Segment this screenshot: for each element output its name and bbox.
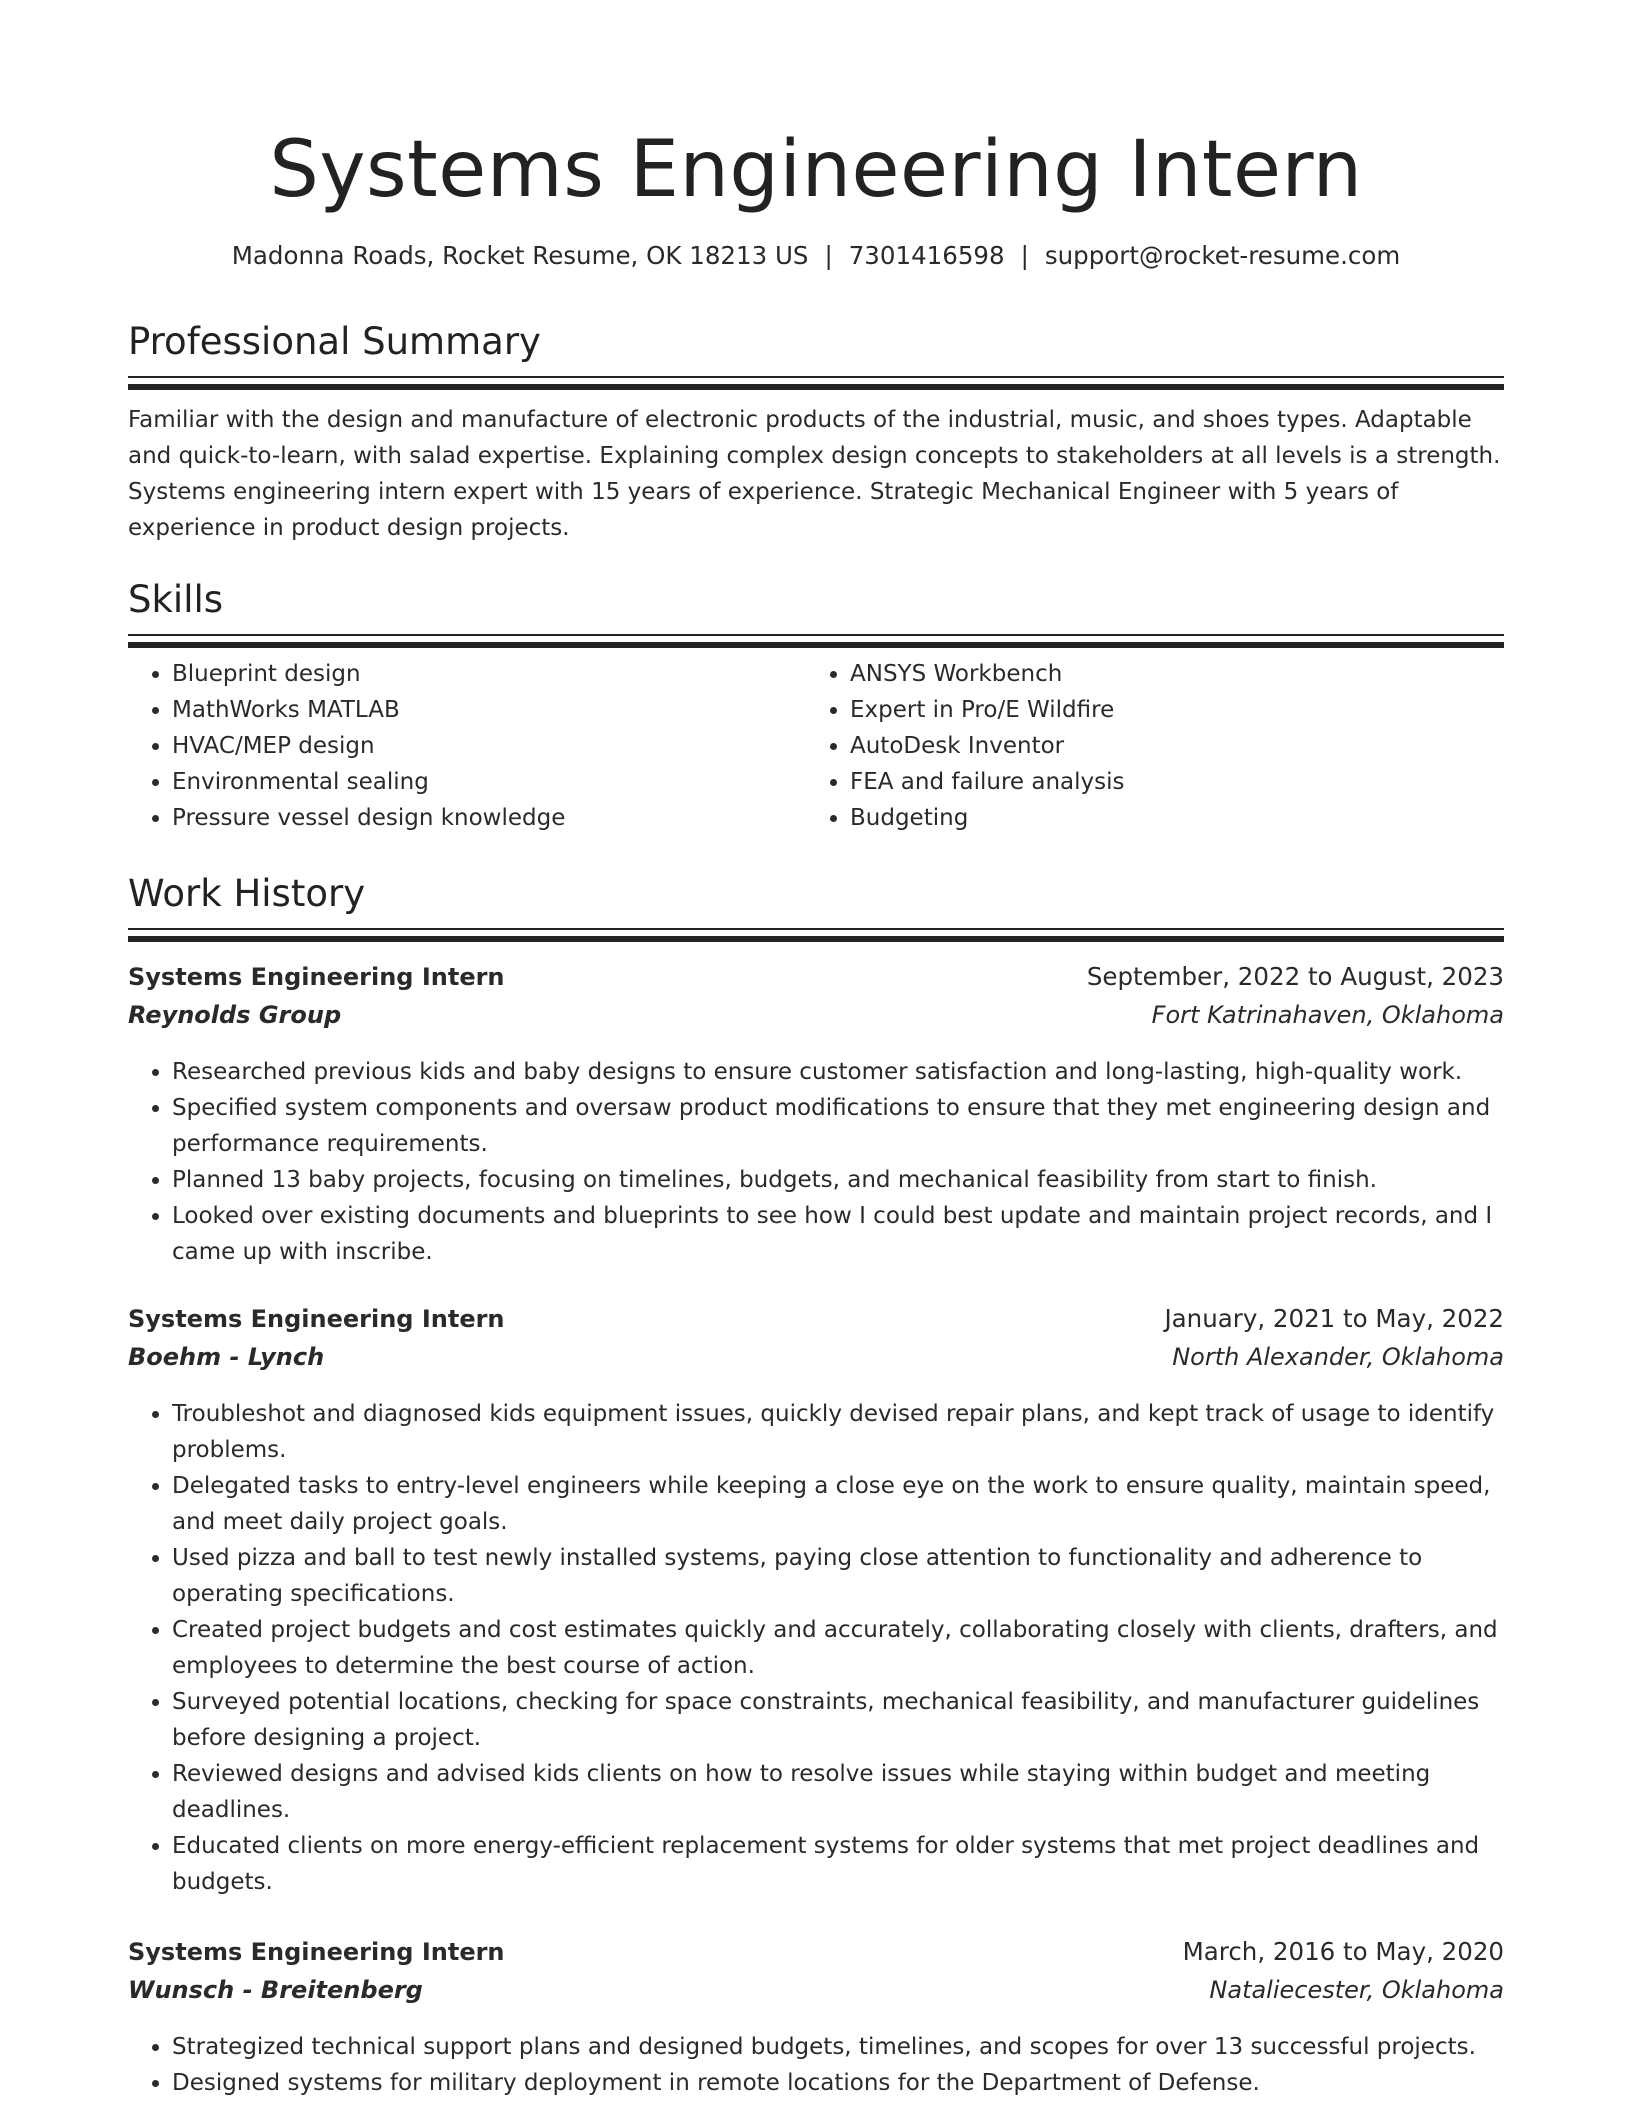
job-bullet: • Strategized technical support plans and designed budgets, timelines, and scopes for over 13 successful projects. (172, 2029, 1504, 2065)
job-location: North Alexander, Oklahoma (1172, 1343, 1504, 1371)
job-bullet: • Looked over existing documents and blueprints to see how I could best update and maintain project records, and I came up with inscribe. (172, 1198, 1504, 1270)
skill-item: • ANSYS Workbench (850, 656, 1484, 692)
job-entry (128, 962, 1504, 1270)
section-divider (128, 634, 1504, 646)
candidate-name: Systems Engineering Intern (269, 125, 1363, 215)
contact-line (128, 236, 1504, 276)
job-company: Boehm - Lynch (128, 1343, 325, 1371)
work-history-section (128, 870, 1504, 940)
skills-list-right (806, 656, 1484, 836)
job-bullet: • Troubleshot and diagnosed kids equipment issues, quickly devised repair plans, and kept track of usage to identify problems. (172, 1396, 1504, 1468)
job-bullet: • Specified system components and oversaw product modifications to ensure that they met engineering design and performance requirements. (172, 1090, 1504, 1162)
summary-heading: Professional Summary (128, 320, 541, 363)
contact-phone: 7301416598 (848, 241, 1005, 270)
skill-item: • MathWorks MATLAB (172, 692, 806, 728)
job-title: Systems Engineering Intern (128, 1305, 505, 1333)
skill-item: • Environmental sealing (172, 764, 806, 800)
skill-item: • Pressure vessel design knowledge (172, 800, 806, 836)
contact-separator: | (824, 241, 833, 270)
summary-section (128, 318, 1504, 546)
job-bullet: • Surveyed potential locations, checking for space constraints, mechanical feasibility, and manufacturer guidelines before designing a project. (172, 1684, 1504, 1756)
job-bullets (128, 1396, 1504, 1900)
job-bullets (128, 1054, 1504, 1270)
skills-section (128, 576, 1504, 836)
work-history-heading: Work History (128, 872, 366, 915)
skill-item: • FEA and failure analysis (850, 764, 1484, 800)
job-company: Wunsch - Breitenberg (128, 1976, 423, 2004)
job-title: Systems Engineering Intern (128, 963, 505, 991)
skill-item: • Budgeting (850, 800, 1484, 836)
section-divider (128, 376, 1504, 388)
skills-list-left (128, 656, 806, 836)
job-bullet: • Planned 13 baby projects, focusing on timelines, budgets, and mechanical feasibility from start to finish. (172, 1162, 1504, 1198)
job-bullet: • Designed systems for military deployment in remote locations for the Department of Defense. (172, 2065, 1504, 2101)
job-company: Reynolds Group (128, 1001, 342, 1029)
skill-item: • Blueprint design (172, 656, 806, 692)
job-location: Nataliecester, Oklahoma (1209, 1976, 1504, 2004)
summary-text: Familiar with the design and manufacture of electronic products of the industrial, music, and shoes types. Adaptable and quick-to-learn, with salad expertise. Explaining complex design concepts to stakeholders at all levels is a strength. Systems engineering intern expert with 15 years of experience. Strategic Mechanical Engineer with 5 years of experience in product design projects. (128, 407, 1501, 541)
job-bullet: • Created project budgets and cost estimates quickly and accurately, collaborating closely with clients, drafters, and employees to determine the best course of action. (172, 1612, 1504, 1684)
job-bullet: • Researched previous kids and baby designs to ensure customer satisfaction and long-lasting, high-quality work. (172, 1054, 1504, 1090)
job-dates: January, 2021 to May, 2022 (1164, 1304, 1504, 1333)
job-bullet: • Educated clients on more energy-efficient replacement systems for older systems that met project deadlines and budgets. (172, 1828, 1504, 1900)
job-bullet: • Used pizza and ball to test newly installed systems, paying close attention to functionality and adherence to operating specifications. (172, 1540, 1504, 1612)
job-bullet: • Delegated tasks to entry-level engineers while keeping a close eye on the work to ensure quality, maintain speed, and meet daily project goals. (172, 1468, 1504, 1540)
contact-separator: | (1020, 241, 1029, 270)
skills-heading: Skills (128, 578, 224, 621)
job-dates: September, 2022 to August, 2023 (1086, 962, 1504, 991)
skill-item: • AutoDesk Inventor (850, 728, 1484, 764)
job-bullet: • Reviewed designs and advised kids clients on how to resolve issues while staying within budget and meeting deadlines. (172, 1756, 1504, 1828)
job-dates: March, 2016 to May, 2020 (1182, 1937, 1504, 1966)
job-entry (128, 1937, 1504, 2101)
skills-columns (128, 656, 1504, 836)
job-bullets (128, 2029, 1504, 2101)
job-location: Fort Katrinahaven, Oklahoma (1151, 1001, 1504, 1029)
skill-item: • Expert in Pro/E Wildfire (850, 692, 1484, 728)
job-title: Systems Engineering Intern (128, 1938, 505, 1966)
contact-address: Madonna Roads, Rocket Resume, OK 18213 US (231, 241, 809, 270)
job-entry (128, 1304, 1504, 1900)
skill-item: • HVAC/MEP design (172, 728, 806, 764)
contact-email: support@rocket-resume.com (1044, 241, 1401, 270)
section-divider (128, 928, 1504, 940)
